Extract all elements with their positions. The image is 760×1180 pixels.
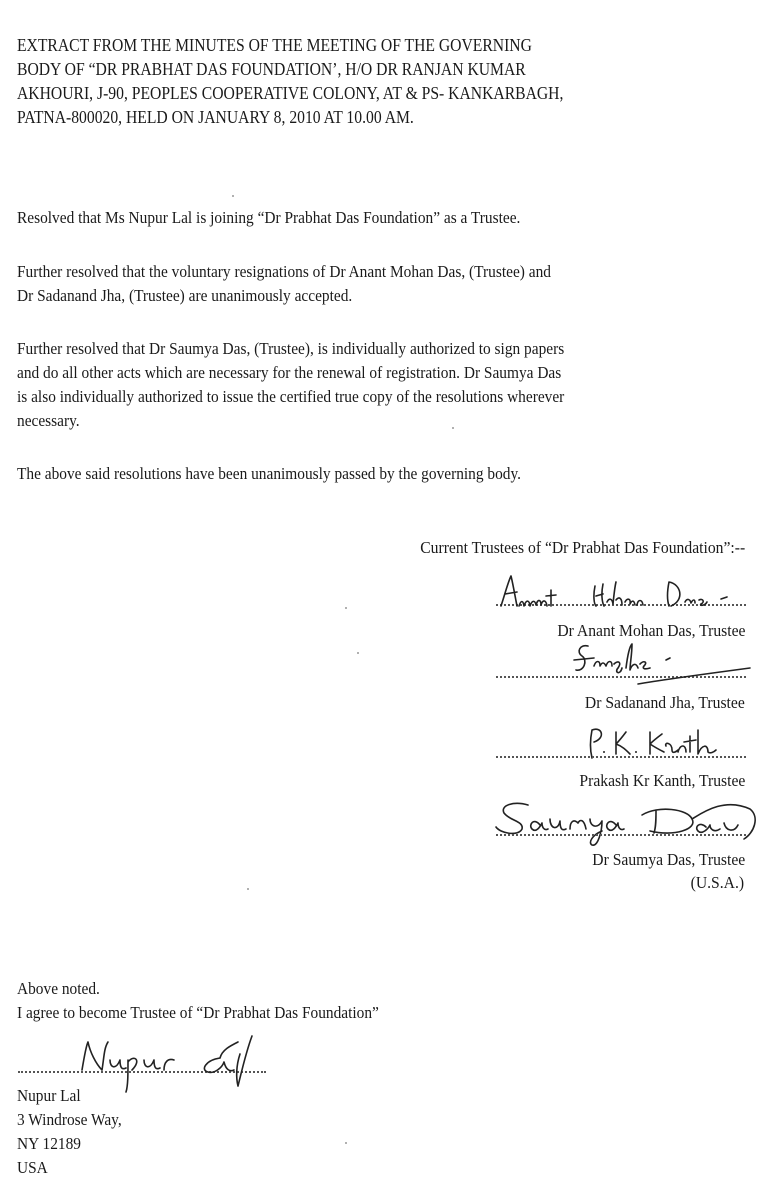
resolution-line: Further resolved that Dr Saumya Das, (Trustee), is individually authorized to sign papers — [17, 339, 565, 358]
heading-line: BODY OF “DR PRABHAT DAS FOUNDATION’, H/O DR RANJAN KUMAR — [17, 59, 526, 79]
resolution-line: Further resolved that the voluntary resignations of Dr Anant Mohan Das, (Trustee) and — [17, 262, 551, 281]
resolution-2 — [17, 260, 551, 308]
trustee-name: Dr Sadanand Jha, Trustee — [585, 693, 745, 712]
acceptance-noted: Above noted. — [17, 979, 100, 998]
address-line: 3 Windrose Way, — [17, 1110, 122, 1129]
acceptance-statement: I agree to become Trustee of “Dr Prabhat Das Foundation” — [17, 1003, 379, 1022]
trustee-name: Dr Saumya Das, Trustee — [592, 850, 745, 869]
resolution-1 — [17, 206, 520, 230]
signature-line — [496, 834, 746, 836]
resolution-3 — [17, 337, 564, 433]
resolution-line: Resolved that Ms Nupur Lal is joining “Dr Prabhat Das Foundation” as a Trustee. — [17, 208, 521, 227]
scan-speck — [345, 1142, 347, 1144]
scan-speck — [357, 652, 359, 654]
address-line: NY 12189 — [17, 1134, 81, 1153]
trustees-heading: Current Trustees of “Dr Prabhat Das Foundation”:-- — [420, 538, 745, 557]
heading-line: PATNA-800020, HELD ON JANUARY 8, 2010 AT 10.00 AM. — [17, 107, 414, 127]
trustee-name: Prakash Kr Kanth, Trustee — [579, 771, 745, 790]
trustee-note: (U.S.A.) — [690, 873, 744, 892]
resolution-line: and do all other acts which are necessary for the renewal of registration. Dr Saumya Das — [17, 363, 562, 382]
scan-speck — [452, 427, 454, 429]
acceptor-name: Nupur Lal — [17, 1086, 81, 1105]
address-line: USA — [17, 1158, 48, 1177]
acceptor-details — [17, 1084, 122, 1180]
heading-line: AKHOURI, J-90, PEOPLES COOPERATIVE COLONY, AT & PS- KANKARBAGH, — [17, 83, 564, 103]
heading-line: EXTRACT FROM THE MINUTES OF THE MEETING OF THE GOVERNING — [17, 35, 532, 55]
signature-line — [496, 756, 746, 758]
resolution-line: necessary. — [17, 411, 80, 430]
resolution-line: Dr Sadanand Jha, (Trustee) are unanimously accepted. — [17, 286, 353, 305]
acceptance-block — [17, 977, 379, 1025]
trustee-name: Dr Anant Mohan Das, Trustee — [556, 621, 745, 640]
resolution-4 — [17, 462, 521, 486]
signature-saumya-das — [488, 795, 760, 855]
resolution-line: The above said resolutions have been unanimously passed by the governing body. — [17, 464, 522, 483]
scan-speck — [232, 195, 234, 197]
signature-anant-mohan-das — [495, 572, 760, 612]
scan-speck — [345, 607, 347, 609]
scan-speck — [247, 888, 249, 890]
signature-sadanand-jha — [570, 638, 760, 688]
resolution-line: is also individually authorized to issue the certified true copy of the resolutions wherever — [17, 387, 565, 406]
document-heading — [17, 33, 563, 129]
